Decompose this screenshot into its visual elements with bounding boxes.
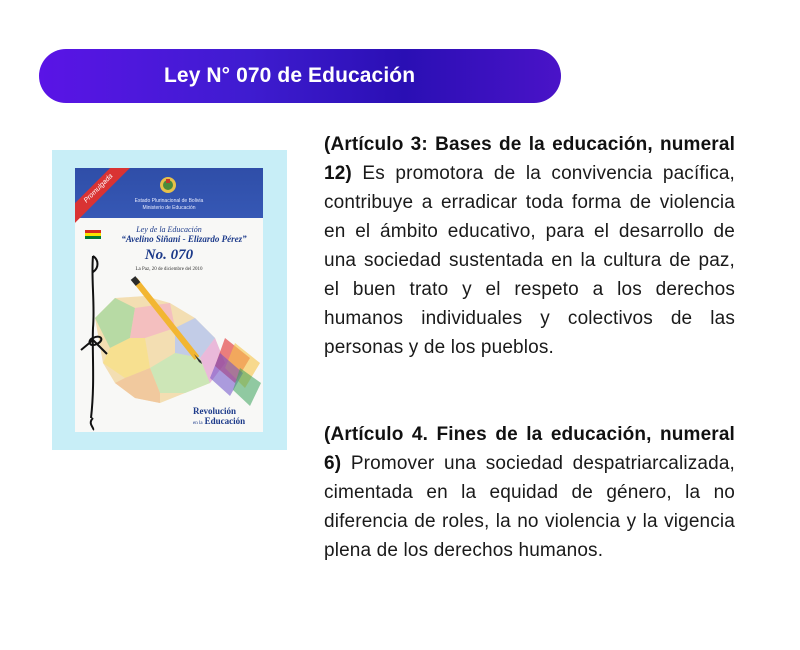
promulgated-ribbon: Promulgada <box>75 168 136 226</box>
title-banner <box>39 49 561 103</box>
cover-slogan <box>193 406 259 429</box>
article-3-paragraph <box>324 130 735 362</box>
cover-slogan-line-1: Revolución <box>193 406 237 416</box>
article-4-text: Promover una sociedad despatriarcalizada, cimentada en la equidad de género, la no diferencia de roles, la no violencia y la vigencia plena de los derechos humanos. <box>324 453 735 561</box>
page-title: Ley N° 070 de Educación <box>164 64 416 87</box>
cover-slogan-line-2 <box>193 416 259 429</box>
coat-of-arms-icon <box>159 176 177 194</box>
cover-ministry-name: Ministerio de Educación <box>142 205 196 211</box>
cover-law-number: No. 070 <box>144 247 194 263</box>
cover-slogan-main: Educación <box>204 416 246 426</box>
article-3-heading: (Artículo 3: Bases de la educación, numeral 12) <box>324 134 735 184</box>
book-cover-image <box>75 168 263 432</box>
cover-slogan-small: en la <box>193 421 203 426</box>
article-3-text: Es promotora de la convivencia pacífica, contribuye a erradicar toda forma de violencia en el ámbito educativo, para el desarrollo de una sociedad sustentada en la cultura de paz, el buen trato y el respeto a los derechos humanos individuales y colectivos de las personas y de los pueblos. <box>324 163 735 358</box>
article-4-paragraph <box>324 420 735 565</box>
cover-law-names: “Avelino Siñani - Elizardo Pérez” <box>121 234 247 244</box>
cover-state-name: Estado Plurinacional de Bolivia <box>134 198 204 204</box>
cover-date: La Paz, 20 de diciembre del 2010 <box>135 267 203 272</box>
article-4-heading: (Artículo 4. Fines de la educación, numeral 6) <box>324 424 735 474</box>
cover-law-label: Ley de la Educación <box>136 225 202 234</box>
